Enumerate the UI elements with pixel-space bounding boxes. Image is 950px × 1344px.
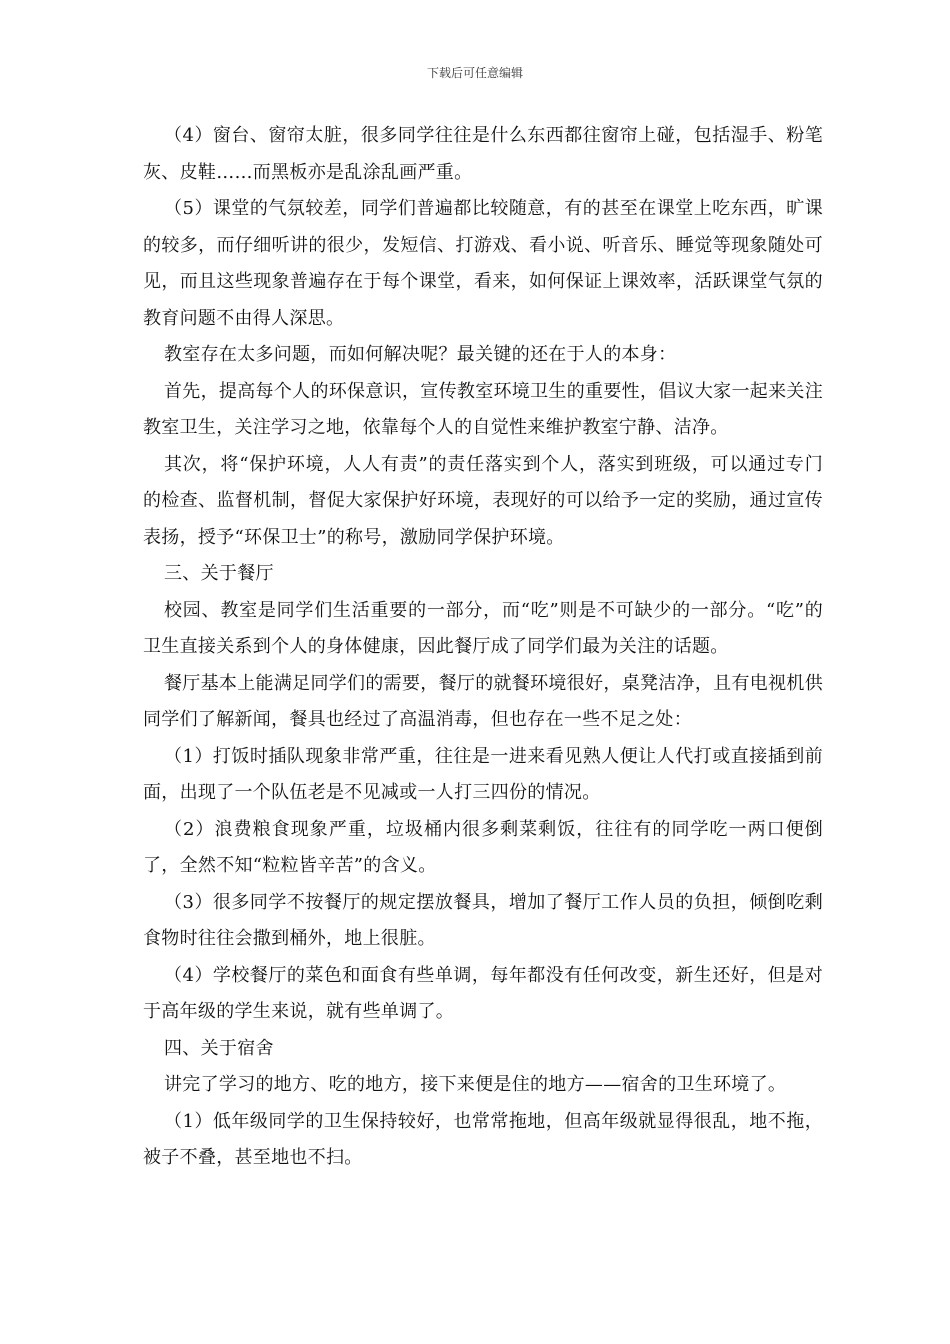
document-body <box>143 118 823 1177</box>
paragraph: （5）课堂的气氛较差，同学们普遍都比较随意，有的甚至在课堂上吃东西，旷课的较多，而仔细听讲的很少，发短信、打游戏、看小说、听音乐、睡觉等现象随处可见，而且这些现象普遍存在于每个课堂，看来，如何保证上课效率，活跃课堂气氛的教育问题不由得人深思。 <box>143 198 823 329</box>
page-header: 下载后可任意编辑 <box>426 66 523 80</box>
paragraph: 教室存在太多问题，而如何解决呢？最关键的还在于人的本身： <box>164 344 677 365</box>
paragraph: 餐厅基本上能满足同学们的需要，餐厅的就餐环境很好，桌凳洁净，且有电视机供同学们了解新闻，餐具也经过了高温消毒，但也存在一些不足之处： <box>143 672 823 730</box>
paragraph: （4）学校餐厅的菜色和面食有些单调，每年都没有任何改变，新生还好，但是对于高年级的学生来说，就有些单调了。 <box>143 964 823 1022</box>
paragraph: 校园、教室是同学们生活重要的一部分，而“吃”则是不可缺少的一部分。“吃”的卫生直接关系到个人的身体健康，因此餐厅成了同学们最为关注的话题。 <box>143 599 823 657</box>
paragraph: 首先，提高每个人的环保意识，宣传教室环境卫生的重要性，倡议大家一起来关注教室卫生，关注学习之地，依靠每个人的自觉性来维护教室宁静、洁净。 <box>143 380 823 438</box>
paragraph: （3）很多同学不按餐厅的规定摆放餐具，增加了餐厅工作人员的负担，倾倒吃剩食物时往往会撒到桶外，地上很脏。 <box>143 891 823 949</box>
paragraph: 其次，将“保护环境，人人有责”的责任落实到个人，落实到班级，可以通过专门的检查、监督机制，督促大家保护好环境，表现好的可以给予一定的奖励，通过宣传表扬，授予“环保卫士”的称号，激励同学保护环境。 <box>143 453 823 548</box>
paragraph: （1）打饭时插队现象非常严重，往往是一进来看见熟人便让人代打或直接插到前面，出现了一个队伍老是不见减或一人打三四份的情况。 <box>143 745 823 803</box>
paragraph: （2）浪费粮食现象严重，垃圾桶内很多剩菜剩饭，往往有的同学吃一两口便倒了，全然不知“粒粒皆辛苦”的含义。 <box>143 818 823 876</box>
section-heading: 三、关于餐厅 <box>164 563 274 584</box>
paragraph: （4）窗台、窗帘太脏，很多同学往往是什么东西都往窗帘上碰，包括湿手、粉笔灰、皮鞋……而黑板亦是乱涂乱画严重。 <box>143 125 823 183</box>
paragraph: 讲完了学习的地方、吃的地方，接下来便是住的地方——宿舍的卫生环境了。 <box>164 1074 787 1095</box>
section-heading: 四、关于宿舍 <box>164 1037 274 1059</box>
paragraph: （1）低年级同学的卫生保持较好，也常常拖地，但高年级就显得很乱，地不拖，被子不叠，甚至地也不扫。 <box>143 1110 823 1168</box>
